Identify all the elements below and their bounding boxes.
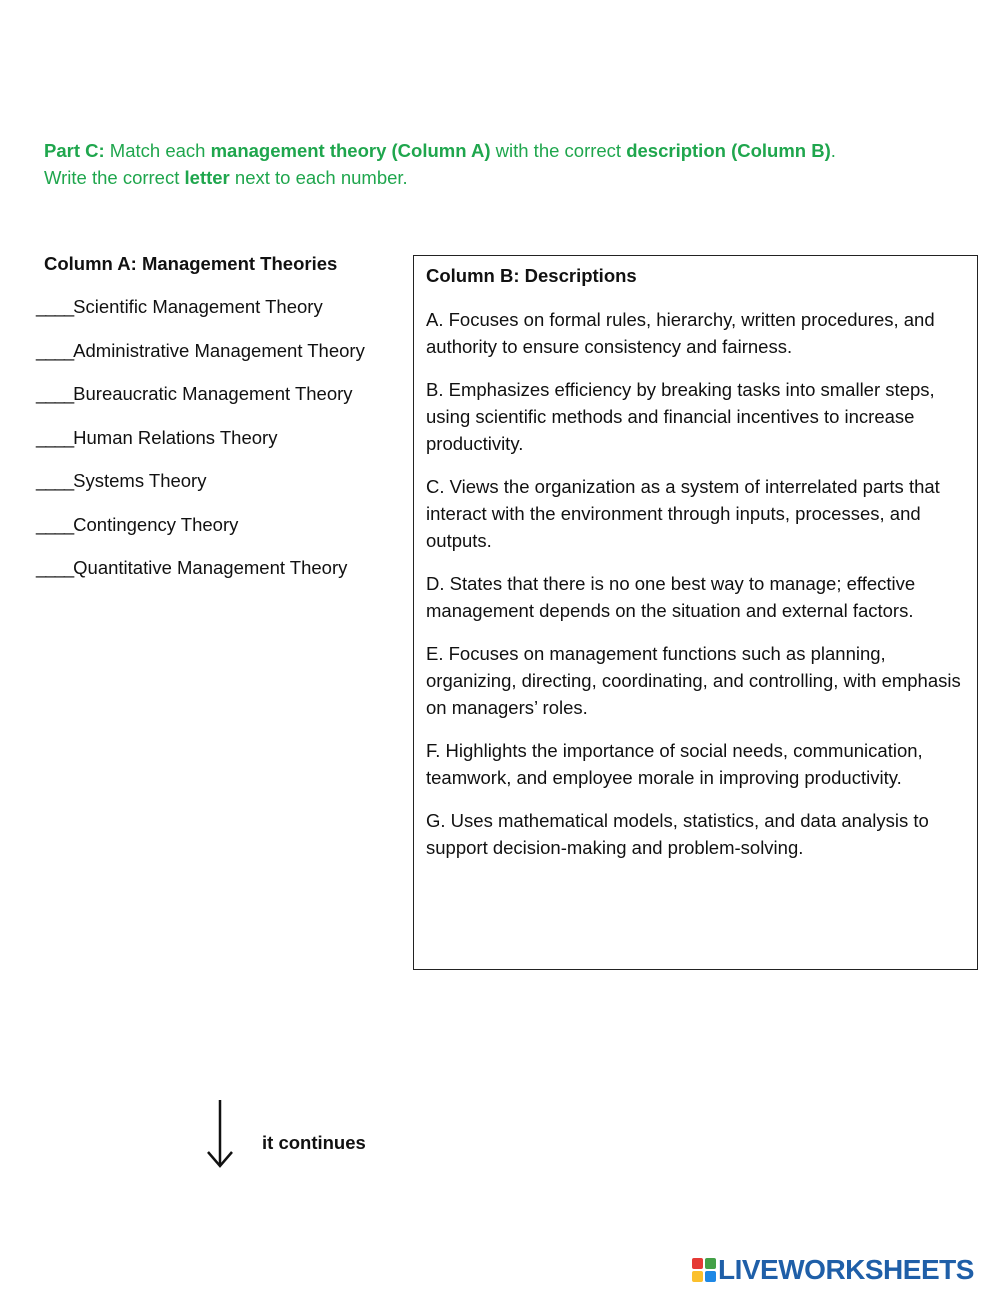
down-arrow-icon	[205, 1098, 235, 1170]
theory-label: Systems Theory	[73, 470, 207, 491]
description-item: G. Uses mathematical models, statistics, and data analysis to support decision-making and problem-solving.	[426, 810, 929, 858]
description-item: E. Focuses on management functions such as planning, organizing, directing, coordinating, and controlling, with emphasis on managers’ roles.	[426, 643, 961, 718]
instr-bold: letter	[184, 167, 230, 188]
logo-square	[692, 1271, 703, 1282]
answer-blank[interactable]: ____	[36, 470, 74, 491]
logo-square	[705, 1271, 716, 1282]
answer-blank[interactable]: ____	[36, 557, 74, 578]
theory-label: Bureaucratic Management Theory	[73, 383, 353, 404]
instructions	[44, 137, 964, 191]
instr-text: Write the correct	[44, 167, 185, 188]
theory-label: Contingency Theory	[73, 513, 239, 535]
description-item: D. States that there is no one best way to manage; effective management depends on the situation and external factors.	[426, 573, 916, 621]
column-b-box	[413, 255, 978, 970]
instructions-line-1	[44, 137, 964, 164]
continues-label: it continues	[262, 1132, 366, 1153]
liveworksheets-logo	[692, 1253, 974, 1287]
theory-label: Scientific Management Theory	[73, 296, 323, 317]
answer-blank[interactable]: ____	[36, 426, 74, 448]
theory-item	[36, 426, 365, 470]
logo-text: LIVEWORKSHEETS	[718, 1254, 974, 1285]
instr-bold: management theory (Column A)	[210, 140, 491, 161]
theory-item	[36, 382, 365, 426]
instr-text: Match each	[104, 140, 211, 161]
instr-bold: description (Column B)	[626, 140, 831, 161]
answer-blank[interactable]: ____	[36, 339, 74, 361]
theory-item	[36, 339, 365, 383]
logo-mark-icon	[692, 1258, 716, 1282]
description-item: A. Focuses on formal rules, hierarchy, written procedures, and authority to ensure consistency and fairness.	[426, 309, 935, 357]
theory-item	[36, 469, 365, 513]
answer-blank[interactable]: ____	[36, 296, 74, 317]
answer-blank[interactable]: ____	[36, 383, 74, 404]
theory-label: Quantitative Management Theory	[73, 557, 348, 578]
instructions-line-2	[44, 164, 964, 191]
theory-item	[36, 513, 365, 557]
instr-text: next to each number.	[229, 167, 408, 188]
column-b-list	[426, 306, 971, 877]
instr-text: .	[830, 140, 836, 161]
logo-square	[705, 1258, 716, 1269]
theory-item	[36, 295, 365, 339]
description-item: B. Emphasizes efficiency by breaking tasks into smaller steps, using scientific methods and financial incentives to increase productivity.	[426, 379, 935, 454]
theory-label: Administrative Management Theory	[73, 339, 365, 361]
instr-text: with the correct	[490, 140, 627, 161]
column-a-title: Column A: Management Theories	[44, 253, 338, 274]
theory-label: Human Relations Theory	[73, 426, 278, 448]
logo-square	[692, 1258, 703, 1269]
theory-item	[36, 556, 365, 600]
answer-blank[interactable]: ____	[36, 513, 74, 535]
description-item: C. Views the organization as a system of interrelated parts that interact with the environment through inputs, processes, and outputs.	[426, 476, 940, 551]
part-label: Part C:	[44, 140, 105, 161]
description-item: F. Highlights the importance of social needs, communication, teamwork, and employee morale in improving productivity.	[426, 740, 923, 788]
column-a-list	[36, 295, 365, 600]
column-b-title: Column B: Descriptions	[426, 265, 637, 286]
